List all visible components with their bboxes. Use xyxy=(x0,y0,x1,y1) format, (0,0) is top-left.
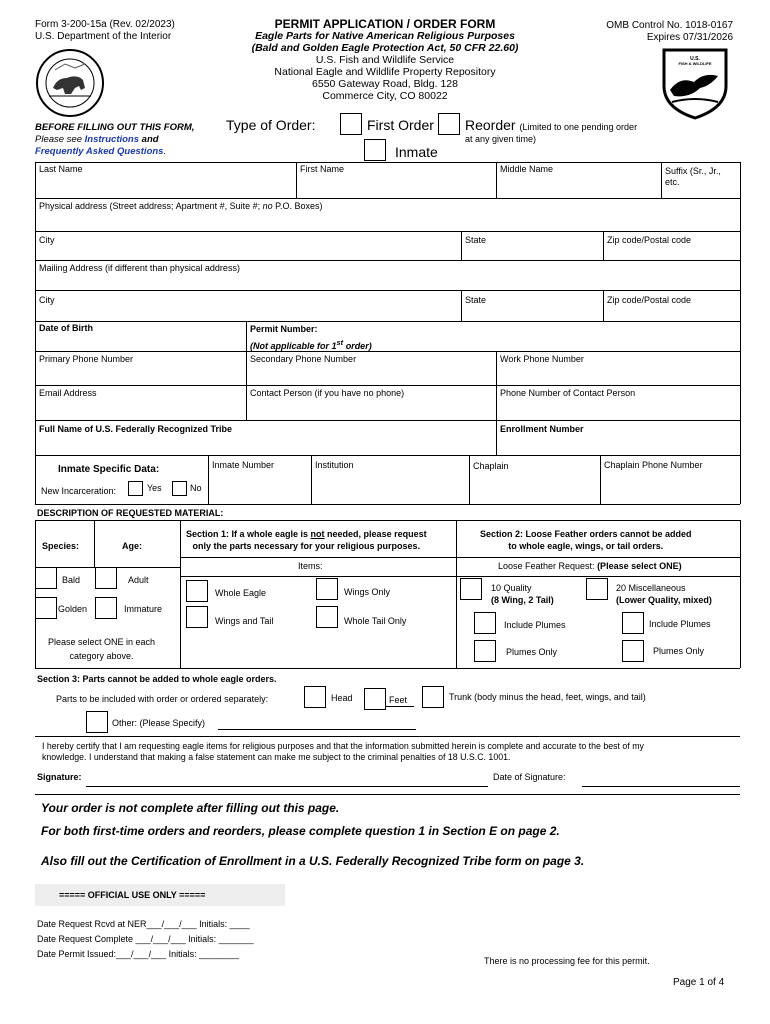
certify-text-1: I hereby certify that I am requesting eagle items for religious purposes and that the information submitted herein is complete and accurate to the best of my xyxy=(42,741,644,751)
form-header-center xyxy=(240,18,530,102)
m20-plumes-only-label: Plumes Only xyxy=(653,646,705,656)
adult-label: Adult xyxy=(128,575,149,585)
grid-line xyxy=(246,321,247,420)
reorder-checkbox[interactable] xyxy=(438,113,460,135)
grid-line xyxy=(35,455,740,456)
mailing-city-label: City xyxy=(39,295,55,305)
q10-include-plumes-checkbox[interactable] xyxy=(474,612,496,634)
grid-line xyxy=(600,455,601,504)
institution-label: Institution xyxy=(315,460,354,470)
section1-text-a: Section 1: If a whole eagle is xyxy=(186,529,311,539)
note-certification: Also fill out the Certification of Enrollment in a U.S. Federally Recognized Tribe form on page 3. xyxy=(41,854,585,868)
form-number: Form 3-200-15a (Rev. 02/2023) xyxy=(35,19,175,30)
other-label: Other: (Please Specify) xyxy=(112,718,206,728)
reorder-note-2: at any given time) xyxy=(465,134,537,144)
section1-heading xyxy=(186,528,427,552)
feet-checkbox[interactable] xyxy=(364,688,386,710)
instructions-note xyxy=(35,122,194,158)
middle-name-input[interactable] xyxy=(497,175,660,197)
section2-line-1: Section 2: Loose Feather orders cannot be added xyxy=(480,529,692,539)
quality-10-title: 10 Quality xyxy=(491,583,532,593)
department: U.S. Department of the Interior xyxy=(35,31,172,42)
form-statute: (Bald and Golden Eagle Protection Act, 50 CFR 22.60) xyxy=(251,42,519,54)
grid-line xyxy=(35,668,740,669)
state-label: State xyxy=(465,235,487,245)
first-name-label: First Name xyxy=(300,164,345,174)
whole-tail-label: Whole Tail Only xyxy=(344,616,407,626)
grid-line xyxy=(456,520,457,668)
permit-note xyxy=(250,338,372,351)
trunk-checkbox[interactable] xyxy=(422,686,444,708)
repository-address2: Commerce City, CO 80022 xyxy=(322,90,448,102)
golden-label: Golden xyxy=(58,604,88,614)
permit-note-sup: st xyxy=(336,338,344,347)
order-type-label: Type of Order: xyxy=(226,117,316,133)
grid-line xyxy=(35,260,740,261)
certify-text-2: knowledge. I understand that making a false statement can make me subject to the criminal penalties of 18 U.S.C. 1001. xyxy=(42,752,511,762)
parts-label: Parts to be included with order or ordered separately: xyxy=(56,694,269,704)
bald-label: Bald xyxy=(62,575,81,585)
see-instructions xyxy=(35,134,194,146)
grid-line xyxy=(35,504,740,505)
physical-address-text: Physical address (Street address; Apartment #, Suite #; xyxy=(39,201,263,211)
grid-line xyxy=(740,520,741,668)
immature-label: Immature xyxy=(124,604,163,614)
wings-tail-label: Wings and Tail xyxy=(215,616,274,626)
grid-line xyxy=(603,290,604,321)
before-line: BEFORE FILLING OUT THIS FORM, xyxy=(35,122,195,133)
form-header-left xyxy=(35,19,175,43)
permit-note-a: (Not applicable for 1 xyxy=(250,341,337,351)
trunk-label: Trunk (body minus the head, feet, wings, and tail) xyxy=(449,692,646,702)
physical-address-input[interactable] xyxy=(36,211,739,230)
agency-name: U.S. Fish and Wildlife Service xyxy=(315,54,455,66)
grid-line xyxy=(35,321,740,322)
section1-text-b: needed, please request xyxy=(324,529,427,539)
grid-line xyxy=(94,520,95,567)
quality-10-label xyxy=(491,582,554,606)
mailing-address-label: Mailing Address (if different than physical address) xyxy=(39,263,240,273)
physical-address-po: P.O. Boxes) xyxy=(272,201,323,211)
grid-line xyxy=(461,290,462,321)
date-complete: Date Request Complete ___/___/___ Initials: _______ xyxy=(37,934,254,944)
section1-not: not xyxy=(310,529,325,539)
grid-line xyxy=(603,231,604,260)
feet-underline xyxy=(386,706,414,707)
m20-include-plumes-label: Include Plumes xyxy=(649,619,711,629)
grid-line xyxy=(35,794,740,795)
select-one-note xyxy=(48,635,155,663)
no-fee-note: There is no processing fee for this permit. xyxy=(484,956,650,966)
see-text: Please see xyxy=(35,134,85,145)
misc-20-checkbox[interactable] xyxy=(586,578,608,600)
inmate-label: Inmate xyxy=(395,144,438,160)
form-header-right xyxy=(606,20,733,44)
last-name-label: Last Name xyxy=(39,164,83,174)
city-label: City xyxy=(39,235,55,245)
chaplain-phone-label: Chaplain Phone Number xyxy=(604,460,703,470)
repository-address1: 6550 Gateway Road, Bldg. 128 xyxy=(312,78,458,90)
grid-line xyxy=(35,351,740,352)
golden-checkbox[interactable] xyxy=(35,597,57,619)
last-name-input[interactable] xyxy=(36,175,295,197)
official-use-box xyxy=(35,884,285,906)
contact-person-label: Contact Person (if you have no phone) xyxy=(250,388,405,398)
select-one-line-2: category above. xyxy=(69,651,134,661)
date-received: Date Request Rcvd at NER___/___/___ Initials: ____ xyxy=(37,919,250,929)
first-name-input[interactable] xyxy=(297,175,495,197)
faq-link[interactable]: Frequently Asked Questions xyxy=(35,146,164,157)
m20-include-plumes-checkbox[interactable] xyxy=(622,612,644,634)
suffix-line-1: Suffix (Sr., Jr., xyxy=(665,166,721,176)
date-signature-line[interactable] xyxy=(582,786,740,787)
grid-line xyxy=(35,290,740,291)
omb-number: OMB Control No. 1018-0167 xyxy=(606,20,733,31)
note-section-e: For both first-time orders and reorders, please complete question 1 in Section E on page 2. xyxy=(41,824,560,838)
grid-line xyxy=(35,385,740,386)
whole-eagle-checkbox[interactable] xyxy=(186,580,208,602)
grid-line xyxy=(35,520,36,668)
q10-plumes-only-label: Plumes Only xyxy=(506,647,558,657)
grid-line xyxy=(35,198,740,199)
tribe-label: Full Name of U.S. Federally Recognized Tribe xyxy=(39,424,233,434)
grid-line xyxy=(469,455,470,504)
form-subtitle: Eagle Parts for Native American Religious Purposes xyxy=(255,30,515,42)
q10-include-plumes-label: Include Plumes xyxy=(504,620,566,630)
primary-phone-label: Primary Phone Number xyxy=(39,354,134,364)
select-one-line-1: Please select ONE in each xyxy=(48,637,156,647)
date-issued: Date Permit Issued:___/___/___ Initials: ________ xyxy=(37,949,240,959)
first-order-label: First Order xyxy=(367,117,434,133)
section1-line-1 xyxy=(186,528,427,540)
form-title: PERMIT APPLICATION / ORDER FORM xyxy=(274,17,496,31)
physical-address-no: no xyxy=(262,201,273,211)
suffix-label xyxy=(665,166,721,188)
middle-name-label: Middle Name xyxy=(500,164,554,174)
svg-text:U.S.: U.S. xyxy=(690,56,700,62)
expiration-date: Expires 07/31/2026 xyxy=(646,32,733,43)
secondary-phone-label: Secondary Phone Number xyxy=(250,354,357,364)
no-label: No xyxy=(190,483,202,493)
quality-10-checkbox[interactable] xyxy=(460,578,482,600)
doi-seal-icon xyxy=(35,48,105,118)
email-label: Email Address xyxy=(39,388,97,398)
official-use-title: ===== OFFICIAL USE ONLY ===== xyxy=(59,890,206,900)
reorder-label xyxy=(465,117,637,133)
feet-label: Feet xyxy=(389,695,408,705)
and-text: and xyxy=(139,134,159,145)
grid-line xyxy=(456,557,740,558)
dob-label: Date of Birth xyxy=(39,323,93,333)
age-label: Age: xyxy=(122,541,142,551)
grid-line xyxy=(661,162,662,198)
loose-feather-label xyxy=(498,561,682,571)
signature-label: Signature: xyxy=(37,772,82,782)
immature-checkbox[interactable] xyxy=(95,597,117,619)
grid-line xyxy=(35,162,740,163)
misc-20-title: 20 Miscellaneous xyxy=(616,583,686,593)
grid-line xyxy=(180,520,181,668)
physical-address-label xyxy=(39,201,323,211)
head-checkbox[interactable] xyxy=(304,686,326,708)
reorder-note: (Limited to one pending order xyxy=(519,122,638,132)
grid-line xyxy=(180,557,456,558)
other-specify-line[interactable] xyxy=(218,729,416,730)
loose-feather-select: (Please select ONE) xyxy=(597,561,682,571)
section2-line-2: to whole eagle, wings, or tail orders. xyxy=(508,541,664,551)
grid-line xyxy=(461,231,462,260)
faq-period: . xyxy=(163,146,167,157)
instructions-link[interactable]: Instructions xyxy=(84,134,140,145)
bald-checkbox[interactable] xyxy=(35,567,57,589)
mailing-zip-label: Zip code/Postal code xyxy=(607,295,692,305)
adult-checkbox[interactable] xyxy=(95,567,117,589)
other-checkbox[interactable] xyxy=(86,711,108,733)
grid-line xyxy=(208,455,209,504)
date-signature-label: Date of Signature: xyxy=(493,772,566,782)
suffix-line-2: etc. xyxy=(665,177,680,187)
faq-line xyxy=(35,146,194,158)
quality-10-desc: (8 Wing, 2 Tail) xyxy=(491,595,554,605)
work-phone-label: Work Phone Number xyxy=(500,354,584,364)
material-heading: DESCRIPTION OF REQUESTED MATERIAL: xyxy=(37,508,224,518)
head-label: Head xyxy=(331,693,353,703)
wings-only-label: Wings Only xyxy=(344,587,391,597)
yes-label: Yes xyxy=(147,483,162,493)
enrollment-label: Enrollment Number xyxy=(500,424,584,434)
svg-text:FISH & WILDLIFE: FISH & WILDLIFE xyxy=(678,61,712,66)
wings-only-checkbox[interactable] xyxy=(316,578,338,600)
note-incomplete: Your order is not complete after filling out this page. xyxy=(41,801,340,815)
section2-heading xyxy=(480,528,692,552)
inmate-checkbox[interactable] xyxy=(364,139,386,161)
misc-20-desc: (Lower Quality, mixed) xyxy=(616,595,712,605)
chaplain-label: Chaplain xyxy=(473,461,509,471)
grid-line xyxy=(311,455,312,504)
grid-line xyxy=(740,162,741,504)
new-incarceration-label: New Incarceration: xyxy=(41,486,117,496)
mailing-state-label: State xyxy=(465,295,487,305)
grid-line xyxy=(35,420,740,421)
whole-tail-checkbox[interactable] xyxy=(316,606,338,628)
inmate-data-title: Inmate Specific Data: xyxy=(58,464,160,475)
section3-heading: Section 3: Parts cannot be added to whole eagle orders. xyxy=(37,674,277,684)
species-label: Species: xyxy=(42,541,80,551)
m20-plumes-only-checkbox[interactable] xyxy=(622,640,644,662)
whole-eagle-label: Whole Eagle xyxy=(215,588,267,598)
first-order-checkbox[interactable] xyxy=(340,113,362,135)
contact-phone-label: Phone Number of Contact Person xyxy=(500,388,636,398)
repository-name: National Eagle and Wildlife Property Repository xyxy=(274,66,496,78)
section1-line-2: only the parts necessary for your religious purposes. xyxy=(192,541,421,551)
grid-line xyxy=(180,576,740,577)
loose-feather-text: Loose Feather Request: xyxy=(498,561,598,571)
no-checkbox[interactable] xyxy=(172,481,187,496)
yes-checkbox[interactable] xyxy=(128,481,143,496)
inmate-number-label: Inmate Number xyxy=(212,460,275,470)
grid-line xyxy=(35,520,740,521)
permit-number-label: Permit Number: xyxy=(250,324,318,334)
grid-line xyxy=(496,351,497,455)
page-number: Page 1 of 4 xyxy=(673,977,725,988)
q10-plumes-only-checkbox[interactable] xyxy=(474,640,496,662)
items-label: Items: xyxy=(298,561,323,571)
permit-note-b: order) xyxy=(343,341,372,351)
misc-20-label xyxy=(616,582,712,606)
signature-line[interactable] xyxy=(86,786,488,787)
wings-tail-checkbox[interactable] xyxy=(186,606,208,628)
fws-logo-icon xyxy=(660,46,730,120)
grid-line xyxy=(35,231,740,232)
reorder-text: Reorder xyxy=(465,117,516,133)
grid-line xyxy=(35,736,740,737)
zip-label: Zip code/Postal code xyxy=(607,235,692,245)
